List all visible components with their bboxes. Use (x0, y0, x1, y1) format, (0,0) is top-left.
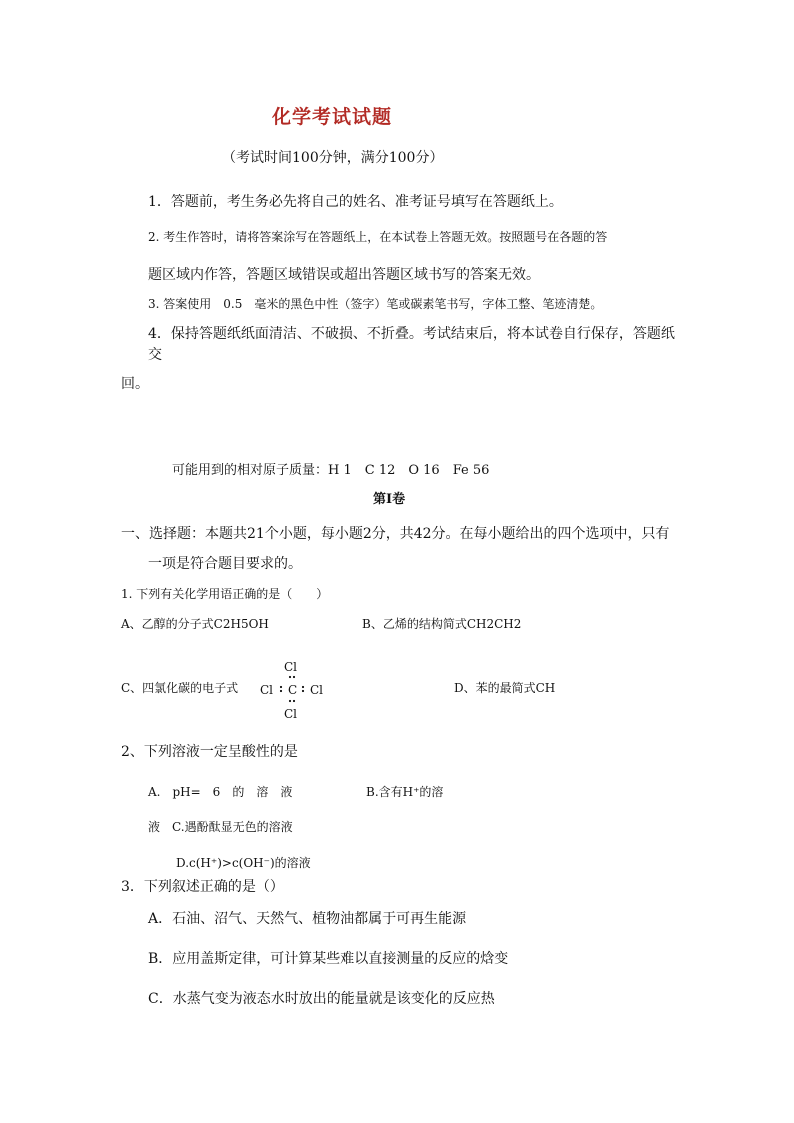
instruction-4-line2: 交 (148, 347, 162, 363)
q2-option-b: B.含有H⁺的溶 (366, 785, 444, 799)
q1-option-d: D、苯的最简式CH (454, 681, 556, 695)
q2-option-b-cont-c: 液 C.遇酚酞显无色的溶液 (148, 820, 293, 834)
q3-option-c: C．水蒸气变为液态水时放出的能量就是该变化的反应热 (148, 991, 495, 1007)
section-header-line1: 一、选择题：本题共21个小题，每小题2分，共42分。在每小题给出的四个选项中，只有 (121, 526, 670, 542)
lewis-cl-right: Cl (310, 683, 324, 697)
lewis-cl-bottom: Cl (284, 707, 298, 721)
q1-option-a: A、乙醇的分子式C2H5OH (121, 617, 269, 631)
lewis-cl-left: Cl (260, 683, 274, 697)
instruction-4-line1: 4．保持答题纸纸面清洁、不破损、不折叠。考试结束后，将本试卷自行保存，答题纸 (148, 326, 675, 342)
atomic-masses: 可能用到的相对原子质量：H 1 C 12 O 16 Fe 56 (172, 463, 490, 478)
instruction-2-line1: 2. 考生作答时，请将答案涂写在答题纸上，在本试卷上答题无效。按照题号在各题的答 (148, 230, 608, 244)
volume-title: 第Ⅰ卷 (373, 492, 406, 507)
instruction-1: 1．答题前，考生务必先将自己的姓名、准考证号填写在答题纸上。 (148, 194, 563, 210)
q1-option-b: B、乙烯的结构简式CH2CH2 (362, 617, 522, 631)
q3-option-b: B．应用盖斯定律，可计算某些难以直接测量的反应的焓变 (148, 951, 509, 967)
exam-duration-note: （考试时间100分钟，满分100分） (222, 150, 444, 166)
page-title: 化学考试试题 (272, 106, 393, 128)
q3-option-a: A．石油、沼气、天然气、植物油都属于可再生能源 (148, 911, 467, 927)
lewis-cl-top: Cl (284, 660, 298, 674)
q2-option-d: D.c(H⁺)>c(OH⁻)的溶液 (176, 856, 311, 870)
q2-stem: 2、下列溶液一定呈酸性的是 (121, 744, 298, 760)
instruction-3: 3. 答案使用 0.5 毫米的黑色中性（签字）笔或碳素笔书写，字体工整、笔迹清楚。 (148, 297, 603, 311)
lewis-c-center: C (288, 683, 298, 697)
ccl4-electron-formula (258, 658, 332, 722)
q3-stem: 3．下列叙述正确的是（） (121, 879, 284, 895)
q1-stem: 1. 下列有关化学用语正确的是（ ） (121, 587, 329, 601)
instruction-4-line3: 回。 (121, 376, 149, 392)
section-header-line2: 一项是符合题目要求的。 (148, 556, 302, 572)
q1-option-c: C、四氯化碳的电子式 (121, 681, 239, 695)
instruction-2-line2: 题区域内作答，答题区域错误或超出答题区域书写的答案无效。 (148, 267, 540, 283)
q2-option-a: A. pH= 6 的 溶 液 (148, 785, 293, 799)
